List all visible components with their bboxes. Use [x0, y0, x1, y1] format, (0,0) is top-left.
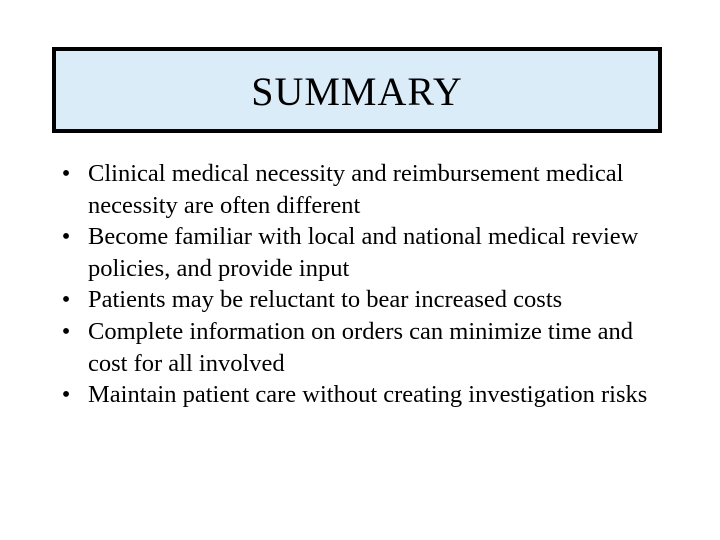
slide-title: SUMMARY	[251, 68, 463, 114]
bullet-list	[56, 158, 656, 411]
bullet-item	[56, 158, 656, 221]
bullet-icon: •	[61, 223, 71, 251]
bullet-text: Clinical medical necessity and reimbursement medical necessity are often different	[88, 160, 624, 219]
bullet-icon: •	[61, 160, 71, 187]
bullet-icon: •	[61, 317, 71, 345]
bullet-icon: •	[61, 381, 71, 409]
bullet-item	[56, 284, 656, 316]
bullet-text: Patients may be reluctant to bear increased costs	[88, 286, 563, 314]
bullet-icon: •	[61, 286, 71, 314]
bullet-text: Complete information on orders can minimize time and cost for all involved	[88, 317, 633, 377]
bullet-item	[56, 379, 656, 411]
bullet-item	[56, 316, 656, 379]
bullet-item	[56, 221, 656, 284]
bullet-text: Maintain patient care without creating investigation risks	[88, 381, 648, 409]
bullet-text: Become familiar with local and national medical review policies, and provide input	[88, 223, 639, 282]
title-box	[52, 47, 662, 133]
